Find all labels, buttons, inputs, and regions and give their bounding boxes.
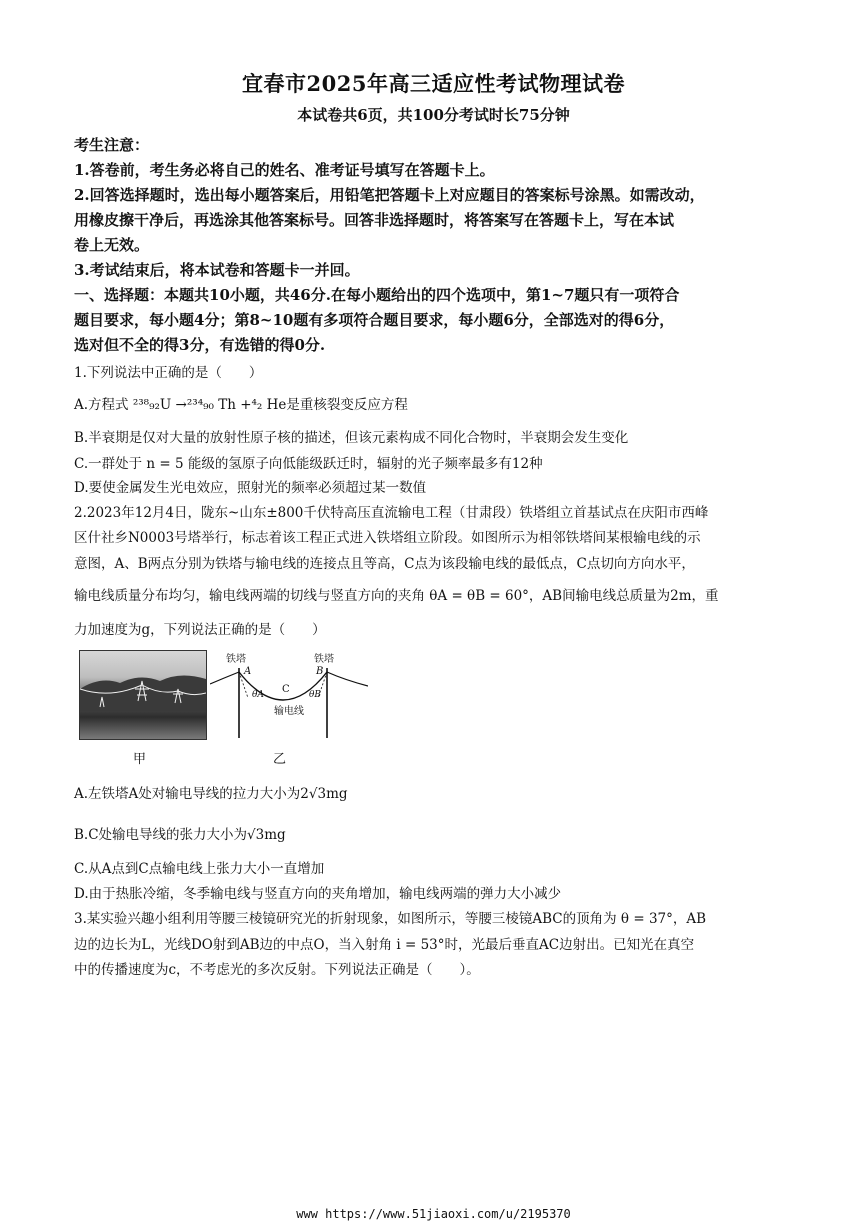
question-1-option-a: A.方程式 ²³⁸₉₂U →²³⁴₉₀ Th +⁴₂ He是重核裂变反应方程: [74, 397, 408, 413]
notice-item-2-line-3: 卷上无效。: [74, 236, 150, 254]
question-2-stem-line-2: 区什社乡N0003号塔举行，标志着该工程正式进入铁塔组立阶段。如图所示为相邻铁塔间某根输电线的示: [74, 530, 701, 546]
question-3-stem-line-2: 边的边长为L，光线DO射到AB边的中点O，当入射角 i = 53°时，光最后垂直AC边射出。已知光在真空: [74, 937, 695, 953]
question-2-stem-line-3: 意图，A、B两点分别为铁塔与输电线的连接点且等高，C点为该段输电线的最低点，C点切向方向水平，: [74, 556, 695, 572]
label-tower-left: 铁塔: [226, 654, 246, 665]
notice-item-1: 1.答卷前，考生务必将自己的姓名、准考证号填写在答题卡上。: [74, 161, 495, 179]
question-1-stem: 1.下列说法中正确的是（ ）: [74, 365, 263, 381]
notice-heading: 考生注意：: [74, 136, 150, 154]
notice-item-2-line-1: 2.回答选择题时，选出每小题答案后，用铅笔把答题卡上对应题目的答案标号涂黑。如需改动，: [74, 186, 705, 204]
notice-item-3: 3.考试结束后，将本试卷和答题卡一并回。: [74, 261, 360, 279]
label-tower-right: 铁塔: [314, 654, 334, 665]
section-1-heading-line-1: 一、选择题：本题共10小题，共46分.在每小题给出的四个选项中，第1~7题只有一项符合: [74, 286, 680, 304]
question-3-stem-line-1: 3.某实验兴趣小组利用等腰三棱镜研究光的折射现象，如图所示，等腰三棱镜ABC的顶角为 θ = 37°，AB: [74, 911, 707, 927]
section-1-heading-line-3: 选对但不全的得3分，有选错的得0分.: [74, 336, 326, 354]
figure-caption-yi: 乙: [273, 752, 287, 767]
label-wire: 输电线: [274, 706, 304, 717]
question-1-option-d: D.要使金属发生光电效应，照射光的频率必须超过某一数值: [74, 480, 427, 496]
question-2-option-a: A.左铁塔A处对输电导线的拉力大小为2√3mg: [74, 786, 348, 802]
question-3-stem-line-3: 中的传播速度为c，不考虑光的多次反射。下列说法正确是（ ）。: [74, 962, 480, 978]
question-2-option-d: D.由于热胀冷缩，冬季输电线与竖直方向的夹角增加，输电线两端的弹力大小减少: [74, 886, 562, 902]
question-2-option-b: B.C处输电导线的张力大小为√3mg: [74, 827, 286, 843]
question-2-stem-line-4: 输电线质量分布均匀，输电线两端的切线与竖直方向的夹角 θA = θB = 60°，AB间输电线总质量为2m，重: [74, 588, 719, 604]
page-title: 宜春市2025年高三适应性考试物理试卷: [242, 71, 625, 96]
section-1-heading-line-2: 题目要求，每小题4分；第8~10题有多项符合题目要求，每小题6分，全部选对的得6分，: [74, 311, 675, 329]
question-2-stem-line-5: 力加速度为g，下列说法正确的是（ ）: [74, 622, 326, 638]
label-theta-b: θB: [309, 690, 322, 700]
tower-photo: [79, 650, 207, 740]
question-2-stem-line-1: 2.2023年12月4日，陇东~山东±800千伏特高压直流输电工程（甘肃段）铁塔组立首基试点在庆阳市西峰: [74, 505, 709, 521]
label-point-c: C: [282, 684, 290, 695]
question-1-option-c: C.一群处于 n = 5 能级的氢原子向低能级跃迁时，辐射的光子频率最多有12种: [74, 456, 543, 472]
question-1-option-b: B.半衰期是仅对大量的放射性原子核的描述，但该元素构成不同化合物时，半衰期会发生变化: [74, 430, 629, 446]
label-point-b: B: [316, 666, 324, 677]
label-theta-a: θA: [252, 690, 264, 700]
notice-item-2-line-2: 用橡皮擦干净后，再选涂其他答案标号。回答非选择题时，将答案写在答题卡上，写在本试: [74, 211, 675, 229]
source-watermark-url: www https://www.51jiaoxi.com/u/2195370: [296, 1207, 571, 1221]
label-point-a: A: [244, 666, 252, 677]
page-subtitle: 本试卷共6页，共100分考试时长75分钟: [297, 106, 570, 124]
figure-caption-jia: 甲: [133, 752, 147, 767]
question-2-option-c: C.从A点到C点输电线上张力大小一直增加: [74, 861, 325, 877]
